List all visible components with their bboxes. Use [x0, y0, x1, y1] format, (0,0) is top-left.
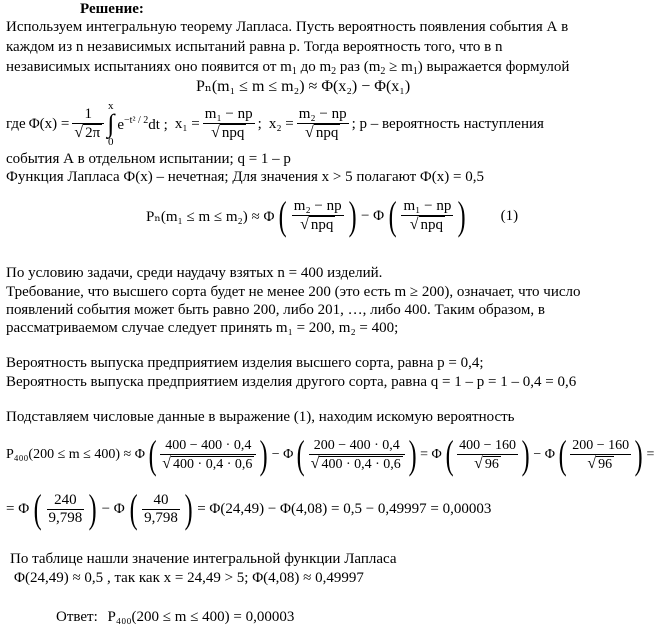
formula-1-minus: − Φ: [360, 207, 385, 224]
formula-1-lhs: Pₙ(m₁ ≤ m ≤ m₂) ≈ Φ: [146, 208, 275, 225]
paragraph-line: По условию задачи, среди наудачу взятых n = 400 изделий.: [6, 265, 383, 281]
paragraph-line: Требование, что высшего сорта будет не менее 200 (это есть m ≥ 200), означает, что число: [6, 284, 581, 300]
paragraph-line: события А в отдельном испытании; q = 1 – р: [6, 151, 291, 167]
integral-sign: x ∫ 0: [107, 100, 115, 148]
equation-tag: (1): [500, 207, 519, 224]
x2-definition: x₂ =: [268, 115, 294, 132]
paragraph-line: независимых испытаниях оно появится от $m_1$ до $m_2$ раз $(m_2 \ge m_1)$ выражается формулой: [6, 59, 570, 77]
calculation-line-1: P₄₀₀(200 ≤ m ≤ 400) ≈ Φ ( $\frac{400 - 400 \cdot 0,4}{√ 400 \cdot 0,4 \cdot 0,6}$ ) − Φ ( $\frac{200 - 400 \cdot 0,4}{√ 400 \cdot 0,4 \cdot 0,6}$ ) = Φ ( $\frac{400 - 160}{√ 96}$ ) − Φ ( $\frac{200 - 160}{√ 96}$ ) =: [6, 432, 655, 477]
phi-definition: Φ(x) =: [28, 115, 70, 132]
paragraph-line: каждом из n независимых испытаний равна р. Тогда вероятность того, что в n: [6, 39, 503, 55]
separator: ;: [257, 115, 262, 132]
paragraph-line: появлений события может быть равно 200, либо 201, …, либо 400. Таким образом, в: [6, 302, 545, 318]
fraction-x2: $\frac{\text{m₂ − np}}{\text{√ npq}}$: [298, 106, 347, 141]
paragraph-line: рассматриваемом случае следует принять m₁ = 200, m₂ = 400;: [6, 320, 399, 336]
paragraph-line: Вероятность выпуска предприятием изделия высшего сорта, равна р = 0,4;: [6, 355, 484, 371]
answer-value: P₄₀₀(200 ≤ m ≤ 400) = 0,00003: [107, 609, 295, 625]
x1-definition: x₁ =: [174, 115, 200, 132]
paragraph-line: Вероятность выпуска предприятием изделия другого сорта, равна q = 1 – p = 1 – 0,4 = 0,6: [6, 374, 577, 390]
where-prefix: где: [6, 115, 26, 132]
formula-1: Pₙ(m₁ ≤ m ≤ m₂) ≈ Φ ( $\frac{\text{m₂ − np}}{\text{√ npq}}$ ) − Φ ( $\frac{\text{m₁ − np}}{\text{√ npq}}$ ) (1): [146, 193, 519, 238]
fraction-x1: $\frac{\text{m₁ − np}}{\text{√ npq}}$: [204, 106, 253, 141]
solution-heading: Решение:: [80, 1, 144, 17]
table-values-line: Φ(24,49) ≈ 0,5 , так как х = 24,49 > 5; Φ(4,08) ≈ 0,49997: [14, 570, 364, 586]
paragraph-line: По таблице нашли значение интегральной функции Лапласа: [10, 551, 397, 567]
paragraph-line: Используем интегральную теорему Лапласа. Пусть вероятность появления события А в: [6, 19, 569, 35]
fraction-m1: $\frac{\text{m₁ − np}}{\text{√ npq}}$: [403, 198, 452, 233]
answer-line: [56, 608, 294, 626]
answer-label: Ответ:: [56, 609, 98, 625]
fraction-m2: $\frac{\text{m₂ − np}}{\text{√ npq}}$: [293, 198, 342, 233]
formula-integral-theorem: Pₙ(m₁ ≤ m ≤ m₂) ≈ Φ(x₂) − Φ(x₁): [196, 78, 411, 95]
paragraph-line: Подставляем числовые данные в выражение (1), находим искомую вероятность: [6, 409, 515, 425]
paragraph-line: Функция Лапласа Ф(х) – нечетная; Для значения х > 5 полагают Ф(х) = 0,5: [6, 169, 484, 185]
integrand: $e^{-t^2 / 2}dt$ ;: [117, 114, 168, 133]
calculation-line-2: = Φ ( $\frac{240}{9,798}$ ) − Φ ( $\frac{40}{9,798}$ ) = Φ(24,49) − Φ(4,08) = 0,5 − 0,49997 = 0,00003: [6, 486, 492, 531]
formula-definitions: [6, 100, 544, 148]
p-description: ; р – вероятность наступления: [351, 115, 544, 132]
fraction-one-over-sqrt2pi: $\frac{1}{√ 2\pi}$: [72, 106, 104, 142]
